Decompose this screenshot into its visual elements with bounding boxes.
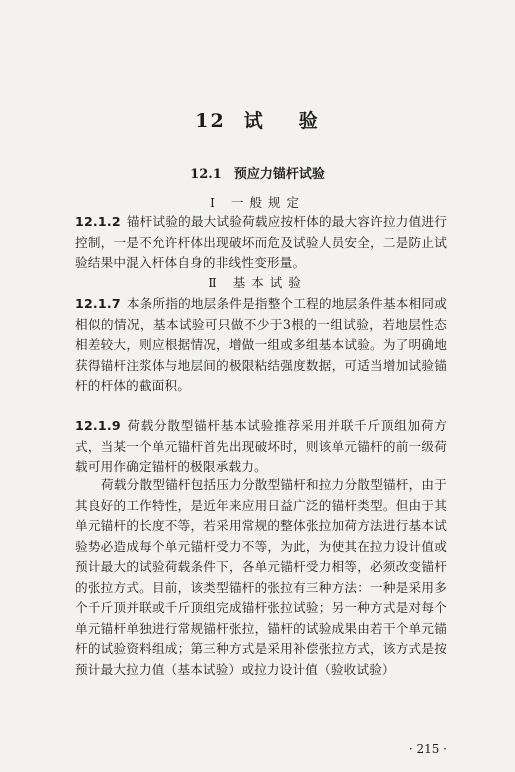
chapter-title-part2: 验 [298, 110, 320, 132]
chapter-number: 12 [195, 110, 226, 132]
subsection-basic-test: Ⅱ 基本试验 [208, 275, 307, 290]
page-number: · 215 · [408, 742, 447, 756]
section-title-text: 预应力锚杆试验 [233, 167, 325, 182]
clause-number: 12.1.9 [75, 418, 121, 433]
clause-number: 12.1.7 [75, 296, 121, 311]
section-title [0, 163, 515, 182]
body-paragraph: 荷载分散型锚杆包括压力分散型锚杆和拉力分散型锚杆，由于其良好的工作特性，是近年来应用日益广泛的锚杆类型。但由于其单元锚杆的长度不等，若采用常规的整体张拉加荷方法进行基本试验势必造成每个单元锚杆受力不等，为此，为使其在拉力设计值或预计最大的试验荷载条件下，各单元锚杆受力相等，必须改变锚杆的张拉方式。目前，该类型锚杆的张拉有三种方法：一种是采用多个千斤顶并联或千斤顶组完成锚杆张拉试验；另一种方式是对每个单元锚杆单独进行常规锚杆张拉，锚杆的试验成果由若干个单元锚杆的试验资料组成；第三种方式是采用补偿张拉方式，该方式是按预计最大拉力值（基本试验）或拉力设计值（验收试验） [75, 477, 447, 677]
clause-text: 荷载分散型锚杆基本试验推荐采用并联千斤顶组加荷方式，当某一个单元锚杆首先出现破坏时，则该单元锚杆的前一级荷载可用作确定锚杆的极限承载力。 [75, 418, 447, 474]
chapter-title [0, 106, 515, 133]
clause-12-1-2 [75, 212, 447, 274]
clause-text: 锚杆试验的最大试验荷载应按杆体的最大容许拉力值进行控制，一是不允许杆体出现破坏而危及试验人员安全，二是防止试验结果中混入杆体自身的非线性变形量。 [75, 214, 447, 270]
clause-number: 12.1.2 [75, 214, 121, 229]
chapter-title-part1: 试 [243, 110, 265, 132]
clause-12-1-9 [75, 416, 447, 478]
clause-12-1-7 [75, 294, 447, 397]
clause-text: 本条所指的地层条件是指整个工程的地层条件基本相同或相似的情况，基本试验可只做不少于3根的一组试验，若地层性态相差较大，则应根据情况，增做一组或多组基本试验。为了明确地获得锚杆注浆体与地层间的极限粘结强度数据，可适当增加试验锚杆的杆体的截面积。 [75, 296, 447, 393]
subsection-general-provisions: Ⅰ 一般规定 [210, 195, 305, 210]
section-number: 12.1 [190, 167, 222, 182]
